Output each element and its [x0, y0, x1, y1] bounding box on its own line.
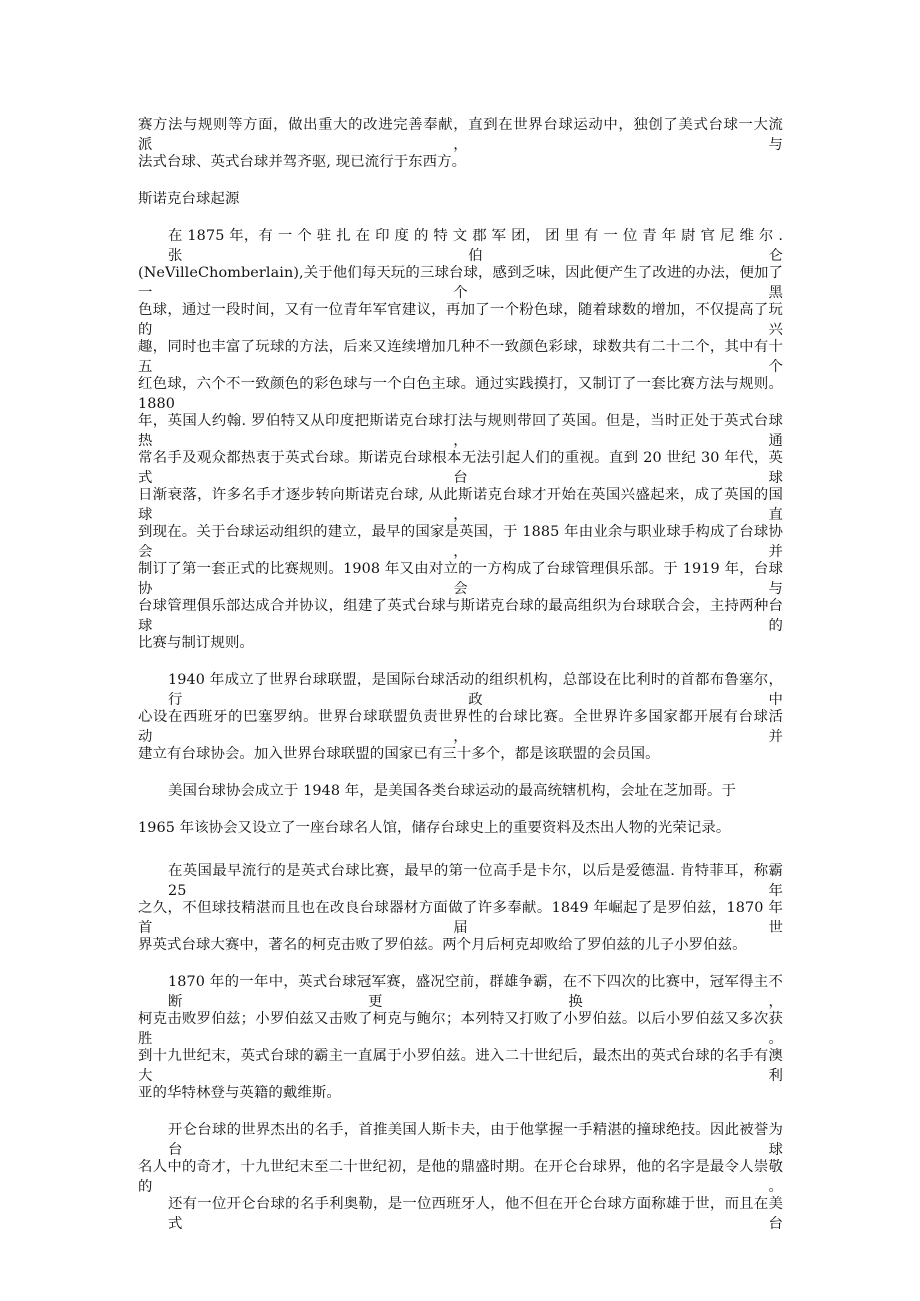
text-line: 制订了第一套正式的比赛规则。1908 年又由对立的一方构成了台球管理俱乐部。于 1919 年，台球协会与	[138, 561, 783, 597]
text-line: 亚的华特林登与英籍的戴维斯。	[138, 1085, 341, 1101]
text-line: 柯克击败罗伯兹；小罗伯兹又击败了柯克与鲍尔；本列特又打败了小罗伯兹。以后小罗伯兹又多次获胜。	[138, 1011, 783, 1047]
text-line: 1870 年的一年中，英式台球冠军赛，盛况空前，群雄争霸，在不下四次的比赛中，冠军得主不断更换，	[168, 974, 783, 1010]
text-line: 到十九世纪末，英式台球的霸主一直属于小罗伯兹。进入二十世纪后，最杰出的英式台球的名手有澳大利	[138, 1048, 783, 1084]
text-line: 色球，通过一段时间，又有一位青年军官建议，再加了一个粉色球，随着球数的增加，不仅提高了玩的兴	[138, 302, 783, 338]
section-heading: 斯诺克台球起源	[138, 191, 240, 207]
text-line: 还有一位开仑台球的名手利奥勒，是一位西班牙人，他不但在开仑台球方面称雄于世，而且在美式台	[168, 1196, 783, 1232]
text-line: 之久，不但球技精湛而且也在改良台球器材方面做了许多奉献。1849 年崛起了是罗伯兹，1870 年首届世	[138, 900, 783, 936]
text-line: 建立有台球协会。加入世界台球联盟的国家已有三十多个，都是该联盟的会员国。	[138, 746, 660, 762]
text-line: 赛方法与规则等方面，做出重大的改进完善奉献，直到在世界台球运动中，独创了美式台球一大流派，与	[138, 117, 783, 153]
text-line: 美国台球协会成立于 1948 年，是美国各类台球运动的最高统辖机构，会址在芝加哥。于	[168, 783, 737, 799]
text-line: 红色球，六个不一致颜色的彩色球与一个白色主球。通过实践摸打，又制订了一套比赛方法与规则。1880	[138, 376, 783, 412]
text-line: 常名手及观众都热衷于英式台球。斯诺克台球根本无法引起人们的重视。直到 20 世纪 30 年代，英式台球	[138, 450, 783, 486]
text-line: 1940 年成立了世界台球联盟，是国际台球活动的组织机构，总部设在比利时的首都布鲁塞尔，行政中	[168, 672, 783, 708]
text-line: 在英国最早流行的是英式台球比赛，最早的第一位高手是卡尔，以后是爱德温. 肯特菲耳，称霸 25 年	[168, 863, 783, 899]
text-line: 年，英国人约翰. 罗伯特又从印度把斯诺克台球打法与规则带回了英国。但是，当时正处于英式台球热，通	[138, 413, 783, 449]
text-line: 日渐衰落，许多名手才逐步转向斯诺克台球, 从此斯诺克台球才开始在英国兴盛起来，成了英国的国球，直	[138, 487, 783, 523]
text-line: 1965 年该协会又设立了一座台球名人馆，储存台球史上的重要资料及杰出人物的光荣记录。	[138, 820, 731, 836]
text-line: 心设在西班牙的巴塞罗纳。世界台球联盟负责世界性的台球比赛。全世界许多国家都开展有台球活动，并	[138, 709, 783, 745]
text-line: 开仑台球的世界杰出的名手，首推美国人斯卡夫，由于他掌握一手精湛的撞球绝技。因此被誉为台球	[168, 1122, 783, 1158]
text-line: 名人中的奇才，十九世纪末至二十世纪初，是他的鼎盛时期。在开仑台球界，他的名字是最令人崇敬的。	[138, 1159, 783, 1195]
text-line: 比赛与制订规则。	[138, 635, 254, 651]
text-line: 在 1875 年，有 一 个 驻 扎 在 印 度 的 特 文 郡 军 团， 团 里 有 一 位 青 年 尉 官 尼 维 尔 . 张 伯 仑	[168, 228, 783, 264]
text-line: 到现在。关于台球运动组织的建立，最早的国家是英国，于 1885 年由业余与职业球手构成了台球协会，并	[138, 524, 783, 560]
text-line: 法式台球、英式台球并驾齐驱, 现已流行于东西方。	[138, 154, 467, 170]
text-line: 界英式台球大赛中，著名的柯克击败了罗伯兹。两个月后柯克却败给了罗伯兹的儿子小罗伯兹。	[138, 937, 747, 953]
text-line: 台球管理俱乐部达成合并协议，组建了英式台球与斯诺克台球的最高组织为台球联合会，主持两种台球的	[138, 598, 783, 634]
text-line: (NeVilleChomberlain),关于他们每天玩的三球台球，感到乏味，因此便产生了改进的办法，便加了一个黑	[138, 265, 783, 301]
text-line: 趣，同时也丰富了玩球的方法，后来又连续增加几种不一致颜色彩球，球数共有二十二个，其中有十五个	[138, 339, 783, 375]
